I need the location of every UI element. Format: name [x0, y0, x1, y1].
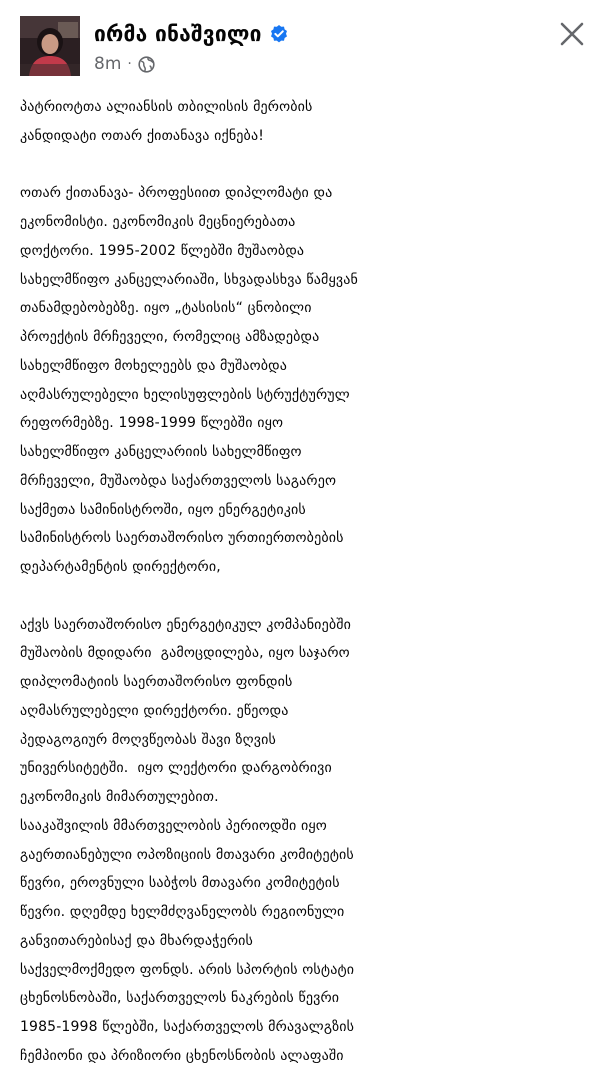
post-body	[20, 93, 595, 1071]
text-line: სახელმწიფო კანცელარიის სახელმწიფო	[20, 444, 302, 460]
paragraph-1	[20, 93, 595, 151]
text-line: წევრი. დღემდე ხელმძღვანელობს რეგიონული	[20, 904, 345, 920]
close-icon	[559, 21, 585, 47]
close-button[interactable]	[554, 16, 590, 52]
text-line: ოთარ ქითანავა- პროფესიით დიპლომატი და	[20, 185, 333, 202]
text-line: კანდიდატი ოთარ ქითანავა იქნება!	[20, 127, 264, 144]
text-line: წევრი, ეროვნული საბჭოს მთავარი კომიტეტის	[20, 875, 340, 892]
text-line: სამინისტროს საერთაშორისო ურთიერთობების	[20, 530, 344, 547]
text-line: პედაგოგიურ მოღვწეობას შავი ზღვის	[20, 731, 276, 748]
paragraph-3	[20, 611, 595, 1071]
paragraph-gap	[20, 151, 595, 180]
verified-badge-icon	[269, 24, 289, 44]
text-line: გაერთიანებული ოპოზიციის მთავარი კომიტეტის	[20, 846, 354, 863]
author-name[interactable]: ირმა ინაშვილი	[94, 22, 262, 46]
post-header	[0, 0, 607, 86]
text-line: სახელმწიფო მოხელეებს და მუშაობდა	[20, 357, 288, 374]
text-line: ეკონომისტი. ეკონომიკის მეცნიერებათა	[20, 214, 296, 230]
post-meta	[94, 52, 155, 76]
text-line: განვითარებისაქ და მხარდაჭერის	[20, 932, 253, 949]
text-line: ჩემპიონი და პრიზიორი ცხენოსნობის ალაფაში	[20, 1047, 344, 1064]
text-line: დოქტორი. 1995-2002 წლებში მუშაობდა	[20, 242, 305, 259]
text-line: აქვს საერთაშორისო ენერგეტიკულ კომპანიებში	[20, 616, 352, 633]
text-line: 1985-1998 წლებში, საქართველოს მრავალგზის	[20, 1019, 355, 1035]
text-line: პატრიოტთა ალიანსის თბილისის მერობის	[20, 99, 313, 115]
post-timestamp[interactable]: 8m	[94, 54, 122, 74]
paragraph-2	[20, 179, 595, 582]
avatar[interactable]	[20, 16, 80, 76]
text-line: პროექტის მრჩეველი, რომელიც ამზადებდა	[20, 329, 320, 345]
text-line: ცხენოსნობაში, საქართველოს ნაკრების წევრი	[20, 990, 340, 1007]
text-line: მუშაობის მდიდარი გამოცდილება, იყო საჯარო	[20, 645, 350, 662]
paragraph-gap	[20, 582, 595, 611]
avatar-photo	[20, 16, 80, 76]
text-line: აღმასრულებელი ხელისუფლების სტრუქტურულ	[20, 386, 350, 403]
text-line: რეფორმებზე. 1998-1999 წლებში იყო	[20, 415, 284, 432]
text-line: აღმასრულებელი დირექტორი. ეწეოდა	[20, 702, 289, 719]
text-line: ეკონომიკის მიმართულებით.	[20, 789, 219, 805]
text-line: დიპლომატიის საერთაშორისო ფონდის	[20, 674, 293, 690]
meta-separator: ·	[127, 56, 132, 72]
text-line: უნივერსიტეტში. იყო ლექტორი დარგობრივი	[20, 760, 332, 777]
text-line: საქმეთა სამინისტროში, იყო ენერგეტიკის	[20, 501, 306, 518]
text-line: მრჩეველი, მუშაობდა საქართველოს საგარეო	[20, 472, 337, 489]
author-line	[94, 20, 289, 48]
text-line: სახელმწიფო კანცელარიაში, სხვადასხვა წამყვან	[20, 271, 358, 288]
text-line: თანამდებობებზე. იყო „ტასისის“ ცნობილი	[20, 300, 312, 317]
text-line: საქველმოქმედო ფონდს. არის სპორტის ოსტატი	[20, 961, 355, 978]
globe-icon[interactable]	[138, 56, 155, 73]
text-line: დეპარტამენტის დირექტორი,	[20, 559, 221, 575]
text-line: სააკაშვილის მმართველობის პერიოდში იყო	[20, 817, 327, 834]
